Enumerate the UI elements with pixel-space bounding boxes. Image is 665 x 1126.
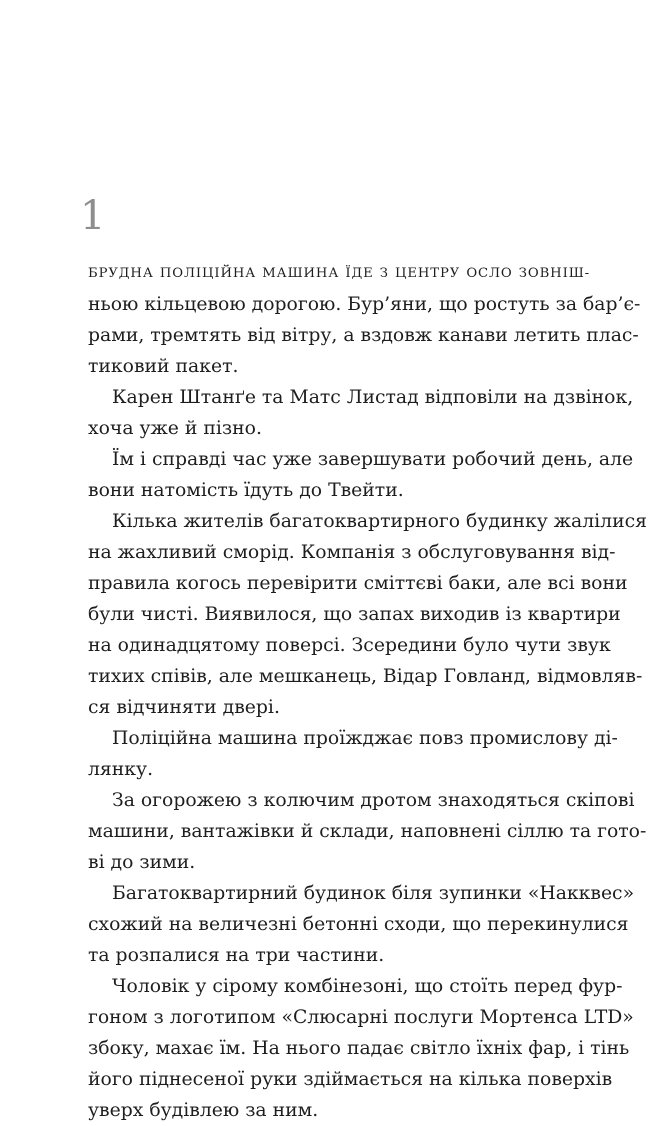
text-line: гоном з логотипом «Слюсарні послуги Мортенса LTD» bbox=[88, 1007, 634, 1028]
text-line: схожий на величезні бетонні сходи, що перекинулися bbox=[88, 914, 629, 935]
text-line: на жахливий сморід. Компанія з обслуговування від- bbox=[88, 542, 616, 563]
text-line: лянку. bbox=[88, 759, 154, 780]
body-text bbox=[88, 258, 647, 1126]
text-line: та розпалися на три частини. bbox=[88, 945, 385, 966]
text-line: на одинадцятому поверсі. Зсередини було чути звук bbox=[88, 635, 611, 656]
text-line: його піднесеної руки здіймається на кілька поверхів bbox=[88, 1069, 613, 1090]
chapter-number: 1 bbox=[80, 193, 106, 239]
text-line: БРУДНА ПОЛІЦІЙНА МАШИНА ЇДЕ З ЦЕНТРУ ОСЛО ЗОВНІШ- bbox=[88, 266, 590, 281]
text-line: Кілька жителів багатоквартирного будинку жалілися bbox=[112, 511, 647, 532]
text-line: збоку, махає їм. На нього падає світло їхніх фар, і тінь bbox=[88, 1038, 630, 1059]
text-line: Їм і справді час уже завершувати робочий день, але bbox=[112, 449, 634, 470]
text-line: Карен Штанґе та Матс Листад відповіли на дзвінок, bbox=[112, 387, 634, 408]
text-line: вони натомість їдуть до Твейти. bbox=[88, 480, 404, 501]
text-line: тихих співів, але мешканець, Відар Говланд, відмовляв- bbox=[88, 666, 643, 687]
text-line: машини, вантажівки й склади, наповнені сіллю та гото- bbox=[88, 821, 647, 842]
text-line: Багатоквартирний будинок біля зупинки «Накквес» bbox=[112, 883, 635, 904]
text-line: Чоловік у сірому комбінезоні, що стоїть перед фур- bbox=[112, 976, 623, 997]
text-line: ві до зими. bbox=[88, 852, 196, 873]
text-line: були чисті. Виявилося, що запах виходив із квартири bbox=[88, 604, 621, 625]
text-line: рами, тремтять від вітру, а вздовж канави летить плас- bbox=[88, 325, 639, 346]
text-line: Поліційна машина проїжджає повз промислову ді- bbox=[112, 728, 618, 749]
text-line: ньою кільцевою дорогою. Бур’яни, що ростуть за бар’є- bbox=[88, 294, 641, 315]
text-line: хоча уже й пізно. bbox=[88, 418, 262, 439]
text-line: тиковий пакет. bbox=[88, 356, 239, 377]
text-line: правила когось перевірити сміттєві баки, але всі вони bbox=[88, 573, 628, 594]
text-line: ся відчиняти двері. bbox=[88, 697, 280, 718]
text-line: За огорожею з колючим дротом знаходяться скіпові bbox=[112, 790, 635, 811]
text-line: уверх будівлею за ним. bbox=[88, 1100, 319, 1121]
